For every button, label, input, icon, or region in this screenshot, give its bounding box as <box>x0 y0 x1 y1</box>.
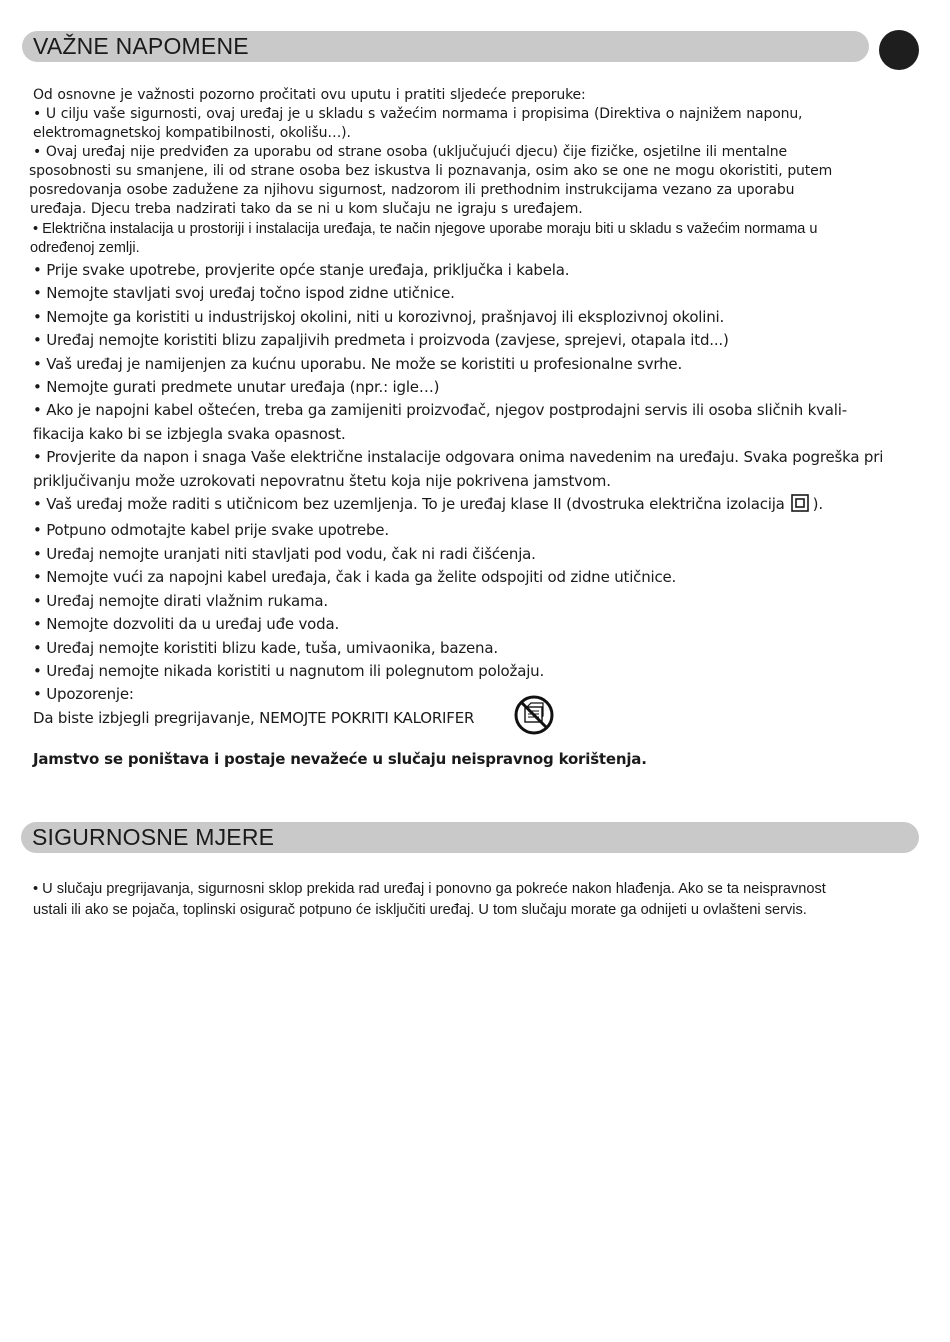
list-item: • Nemojte gurati predmete unutar uređaja (npr.: igle…) <box>33 378 440 397</box>
list-item: • Uređaj nemojte nikada koristiti u nagnutom ili polegnutom položaju. <box>33 661 545 680</box>
section-title: VAŽNE NAPOMENE <box>33 33 249 59</box>
text-line: • U cilju vaše sigurnosti, ovaj uređaj je u skladu s važećim normama i propisima (Direktiva o najnižem naponu, <box>33 106 803 122</box>
guarantee-note: Jamstvo se poništava i postaje nevažeće u slučaju neispravnog korištenja. <box>33 750 647 768</box>
text-line: određenoj zemlji. <box>30 240 140 256</box>
text-line: ustali ili ako se pojača, toplinski osigurač potpuno će isključiti uređaj. U tom slučaju morate ga odnijeti u ovlašteni servis. <box>33 902 807 918</box>
text-line: • Ovaj uređaj nije predviđen za uporabu od strane osoba (uključujući djecu) čije fizičke, osjetilne ili mentalne <box>33 144 787 160</box>
list-item: • Nemojte vući za napojni kabel uređaja, čak i kada ga želite odspojiti od zidne utičnice. <box>33 568 677 587</box>
section-header-safety-measures <box>21 822 919 853</box>
do-not-cover-icon <box>513 694 555 736</box>
text-line: elektromagnetskoj kompatibilnosti, okolišu…). <box>33 125 351 141</box>
list-item: • Uređaj nemojte koristiti blizu zapaljivih predmeta i proizvoda (zavjese, sprejevi, otapala itd...) <box>33 331 729 350</box>
safety-instructions-list <box>33 259 913 730</box>
list-item: • Provjerite da napon i snaga Vaše električne instalacije odgovara onima navedenim na uređaju. Svaka pogreška pri <box>33 448 884 467</box>
list-item: • Uređaj nemojte uranjati niti stavljati pod vodu, čak ni radi čišćenja. <box>33 544 536 563</box>
list-item: • Uređaj nemojte dirati vlažnim rukama. <box>33 591 328 610</box>
class2-text: • Vaš uređaj može raditi s utičnicom bez uzemljenja. To je uređaj klase II (dvostruka električna izolacija <box>33 495 785 514</box>
list-item: • Ako je napojni kabel oštećen, treba ga zamijeniti proizvođač, njegov postprodajni servis ili osoba sličnih kvali- <box>33 401 847 420</box>
list-item: • Prije svake upotrebe, provjerite opće stanje uređaja, priključka i kabela. <box>33 261 570 279</box>
list-item: priključivanju može uzrokovati nepovratnu štetu koja nije pokrivena jamstvom. <box>33 471 611 490</box>
class2-text-end: ). <box>812 495 823 514</box>
list-item: • Potpuno odmotajte kabel prije svake upotrebe. <box>33 521 389 540</box>
list-item: • Nemojte stavljati svoj uređaj točno ispod zidne utičnice. <box>33 284 455 303</box>
list-item: fikacija kako bi se izbjegla svaka opasnost. <box>33 424 346 443</box>
text-line: uređaja. Djecu treba nadzirati tako da se ni u kom slučaju ne igraju s uređajem. <box>30 201 583 217</box>
safety-paragraph <box>33 879 913 921</box>
list-item: • Nemojte ga koristiti u industrijskoj okolini, niti u korozivnoj, prašnjavoj ili eksplozivnoj okolini. <box>33 307 725 326</box>
double-insulation-icon <box>791 494 809 519</box>
list-item: • Uređaj nemojte koristiti blizu kade, tuša, umivaonika, bazena. <box>33 638 498 657</box>
intro-paragraph <box>29 86 913 219</box>
list-item: • Vaš uređaj je namijenjen za kućnu uporabu. Ne može se koristiti u profesionalne svrhe. <box>33 354 683 373</box>
text-line: Od osnovne je važnosti pozorno pročitati ovu uputu i pratiti sljedeće preporuke: <box>33 87 586 103</box>
warning-text: Da biste izbjegli pregrijavanje, NEMOJTE POKRITI KALORIFER <box>33 708 475 727</box>
text-line: sposobnosti su smanjene, ili od strane osoba bez iskustva li poznavanja, osim ako se one ne mogu okoristiti, putem <box>29 163 833 179</box>
text-line: • Električna instalacija u prostoriji i instalacija uređaja, te način njegove uporabe moraju biti u skladu s važećim normama u <box>33 221 818 237</box>
page-marker-circle-icon <box>879 30 919 70</box>
text-line: posredovanja osobe zadužene za njihovu sigurnost, nadzorom ili prethodnim instrukcijama vezano za uporabu <box>29 182 795 198</box>
section-header-important-notes <box>22 31 869 62</box>
list-item: • Upozorenje: <box>33 685 134 704</box>
section-title: SIGURNOSNE MJERE <box>32 824 275 850</box>
list-item: • Nemojte dozvoliti da u uređaj uđe voda. <box>33 615 340 634</box>
installation-paragraph <box>30 220 913 258</box>
text-line: • U slučaju pregrijavanja, sigurnosni sklop prekida rad uređaj i ponovno ga pokreće nakon hlađenja. Ako se ta neispravnost <box>33 881 826 897</box>
list-item-class2 <box>33 493 913 519</box>
